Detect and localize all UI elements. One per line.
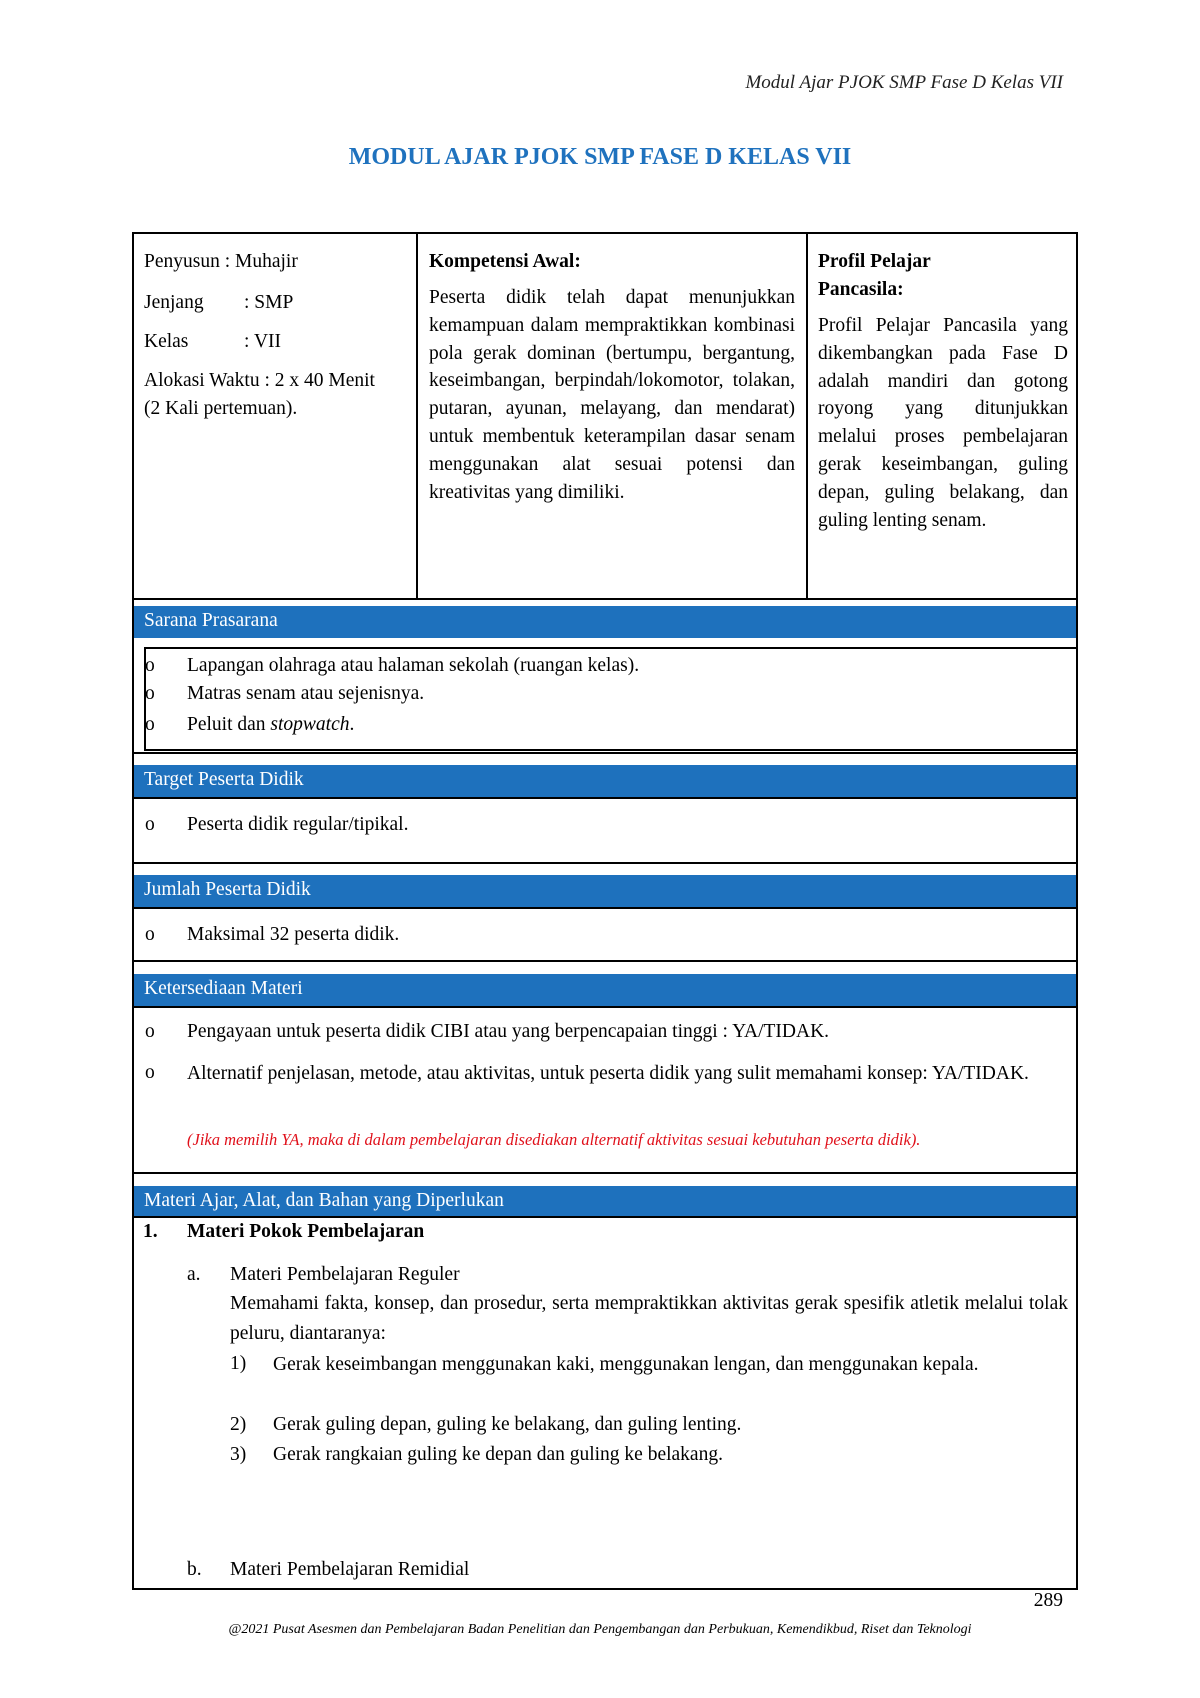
list-item-text: Gerak rangkaian guling ke depan dan guling ke belakang. xyxy=(273,1444,723,1465)
bullet-marker: o xyxy=(145,924,155,945)
bullet-marker: o xyxy=(145,1021,155,1042)
kelas-value: : VII xyxy=(244,331,282,352)
materi-a-body: Memahami fakta, konsep, dan prosedur, serta mempraktikkan aktivitas gerak spesifik atletik melalui tolak peluru, diantaranya: xyxy=(230,1293,1068,1344)
row-divider xyxy=(132,752,1078,754)
bullet-marker: o xyxy=(145,714,155,735)
profil-heading: Profil Pelajar Pancasila: xyxy=(818,251,931,300)
section-bar-ketersediaan: Ketersediaan Materi xyxy=(134,974,1076,1006)
row-divider xyxy=(132,797,1078,799)
list-item xyxy=(145,680,424,708)
list-number: 3) xyxy=(230,1444,247,1465)
stopwatch-italic: stopwatch xyxy=(270,714,350,735)
materi-b-heading xyxy=(187,1556,469,1584)
bullet-marker: o xyxy=(145,655,155,676)
list-item xyxy=(145,1059,1068,1089)
row-divider xyxy=(132,907,1078,909)
sub-label: b. xyxy=(187,1559,202,1580)
list-item xyxy=(145,1018,829,1046)
list-item xyxy=(145,811,408,839)
section-bar-sarana: Sarana Prasarana xyxy=(134,606,1076,638)
alokasi-waktu: Alokasi Waktu : 2 x 40 Menit (2 Kali pertemuan). xyxy=(144,370,375,419)
jenjang xyxy=(144,289,406,317)
footer-credit: @2021 Pusat Asesmen dan Pembelajaran Badan Penelitian dan Pengembangan dan Perbukuan, Kemendikbud, Riset dan Teknologi xyxy=(228,1622,972,1637)
section-bar-materi: Materi Ajar, Alat, dan Bahan yang Diperlukan xyxy=(134,1186,1076,1216)
list-item xyxy=(145,921,399,949)
row-divider xyxy=(132,862,1078,864)
materi-list-item xyxy=(230,1350,1068,1380)
bullet-marker: o xyxy=(145,814,155,835)
materi-list-item xyxy=(230,1411,741,1439)
list-item-text: Lapangan olahraga atau halaman sekolah (ruangan kelas). xyxy=(187,655,640,676)
list-item xyxy=(145,711,354,739)
row-divider xyxy=(132,1172,1078,1174)
list-item-text: Matras senam atau sejenisnya. xyxy=(187,683,425,704)
list-item-text: Gerak guling depan, guling ke belakang, dan guling lenting. xyxy=(273,1414,742,1435)
profil-column xyxy=(818,248,1068,534)
jenjang-value: : SMP xyxy=(244,292,294,313)
jenjang-label: Jenjang xyxy=(144,292,204,313)
row-divider xyxy=(132,598,1078,600)
column-divider xyxy=(806,232,808,598)
kelas xyxy=(144,328,406,356)
column-divider xyxy=(416,232,418,598)
section-number: 1. xyxy=(143,1221,158,1242)
materi-a-heading xyxy=(187,1261,460,1289)
page-number: 289 xyxy=(1033,1590,1063,1611)
kelas-label: Kelas xyxy=(144,331,189,352)
kompetensi-heading: Kompetensi Awal: xyxy=(429,251,581,272)
ketersediaan-note: (Jika memilih YA, maka di dalam pembelajaran disediakan alternatif aktivitas sesuai kebutuhan peserta didik). xyxy=(187,1130,921,1149)
sub-label: a. xyxy=(187,1264,201,1285)
profil-body: Profil Pelajar Pancasila yang dikembangkan pada Fase D adalah mandiri dan gotong royong yang ditunjukkan melalui proses pembelajaran gerak keseimbangan, guling depan, guling belakang, dan guling lenting senam. xyxy=(818,315,1068,531)
list-item-text: Alternatif penjelasan, metode, atau aktivitas, untuk peserta didik yang sulit memahami konsep: YA/TIDAK. xyxy=(187,1063,1029,1084)
list-item xyxy=(145,652,639,680)
bullet-marker: o xyxy=(145,683,155,704)
list-item-text: Maksimal 32 peserta didik. xyxy=(187,924,400,945)
list-item-text: Peserta didik regular/tipikal. xyxy=(187,814,409,835)
materi-list-item xyxy=(230,1441,723,1469)
list-number: 2) xyxy=(230,1414,247,1435)
info-column xyxy=(144,248,406,423)
sub-title: Materi Pembelajaran Remidial xyxy=(230,1559,470,1580)
row-divider xyxy=(132,960,1078,962)
row-divider xyxy=(132,1006,1078,1008)
sub-title: Materi Pembelajaran Reguler xyxy=(230,1264,460,1285)
materi-section-heading xyxy=(143,1218,424,1246)
list-item-text: Pengayaan untuk peserta didik CIBI atau yang berpencapaian tinggi : YA/TIDAK. xyxy=(187,1021,830,1042)
list-item-text-end: . xyxy=(349,714,355,735)
document-title: MODUL AJAR PJOK SMP FASE D KELAS VII xyxy=(348,144,852,170)
section-title: Materi Pokok Pembelajaran xyxy=(187,1221,425,1242)
bullet-marker: o xyxy=(145,1062,155,1083)
section-bar-target: Target Peserta Didik xyxy=(134,765,1076,797)
list-item-text: Peluit dan xyxy=(187,714,271,735)
section-bar-jumlah: Jumlah Peserta Didik xyxy=(134,875,1076,907)
kompetensi-body: Peserta didik telah dapat menunjukkan kemampuan dalam mempraktikkan kombinasi pola gerak dominan (bertumpu, bergantung, keseimbangan, berpindah/lokomotor, tolakan, putaran, ayunan, melayang, dan mendarat) untuk membentuk keterampilan dasar senam menggunakan alat sesuai potensi dan kreativitas yang dimiliki. xyxy=(429,287,795,503)
running-header: Modul Ajar PJOK SMP Fase D Kelas VII xyxy=(745,72,1063,93)
list-number: 1) xyxy=(230,1353,247,1374)
kompetensi-column xyxy=(429,248,795,506)
list-item-text: Gerak keseimbangan menggunakan kaki, menggunakan lengan, dan menggunakan kepala. xyxy=(273,1354,979,1375)
penyusun: Penyusun : Muhajir xyxy=(144,251,298,272)
